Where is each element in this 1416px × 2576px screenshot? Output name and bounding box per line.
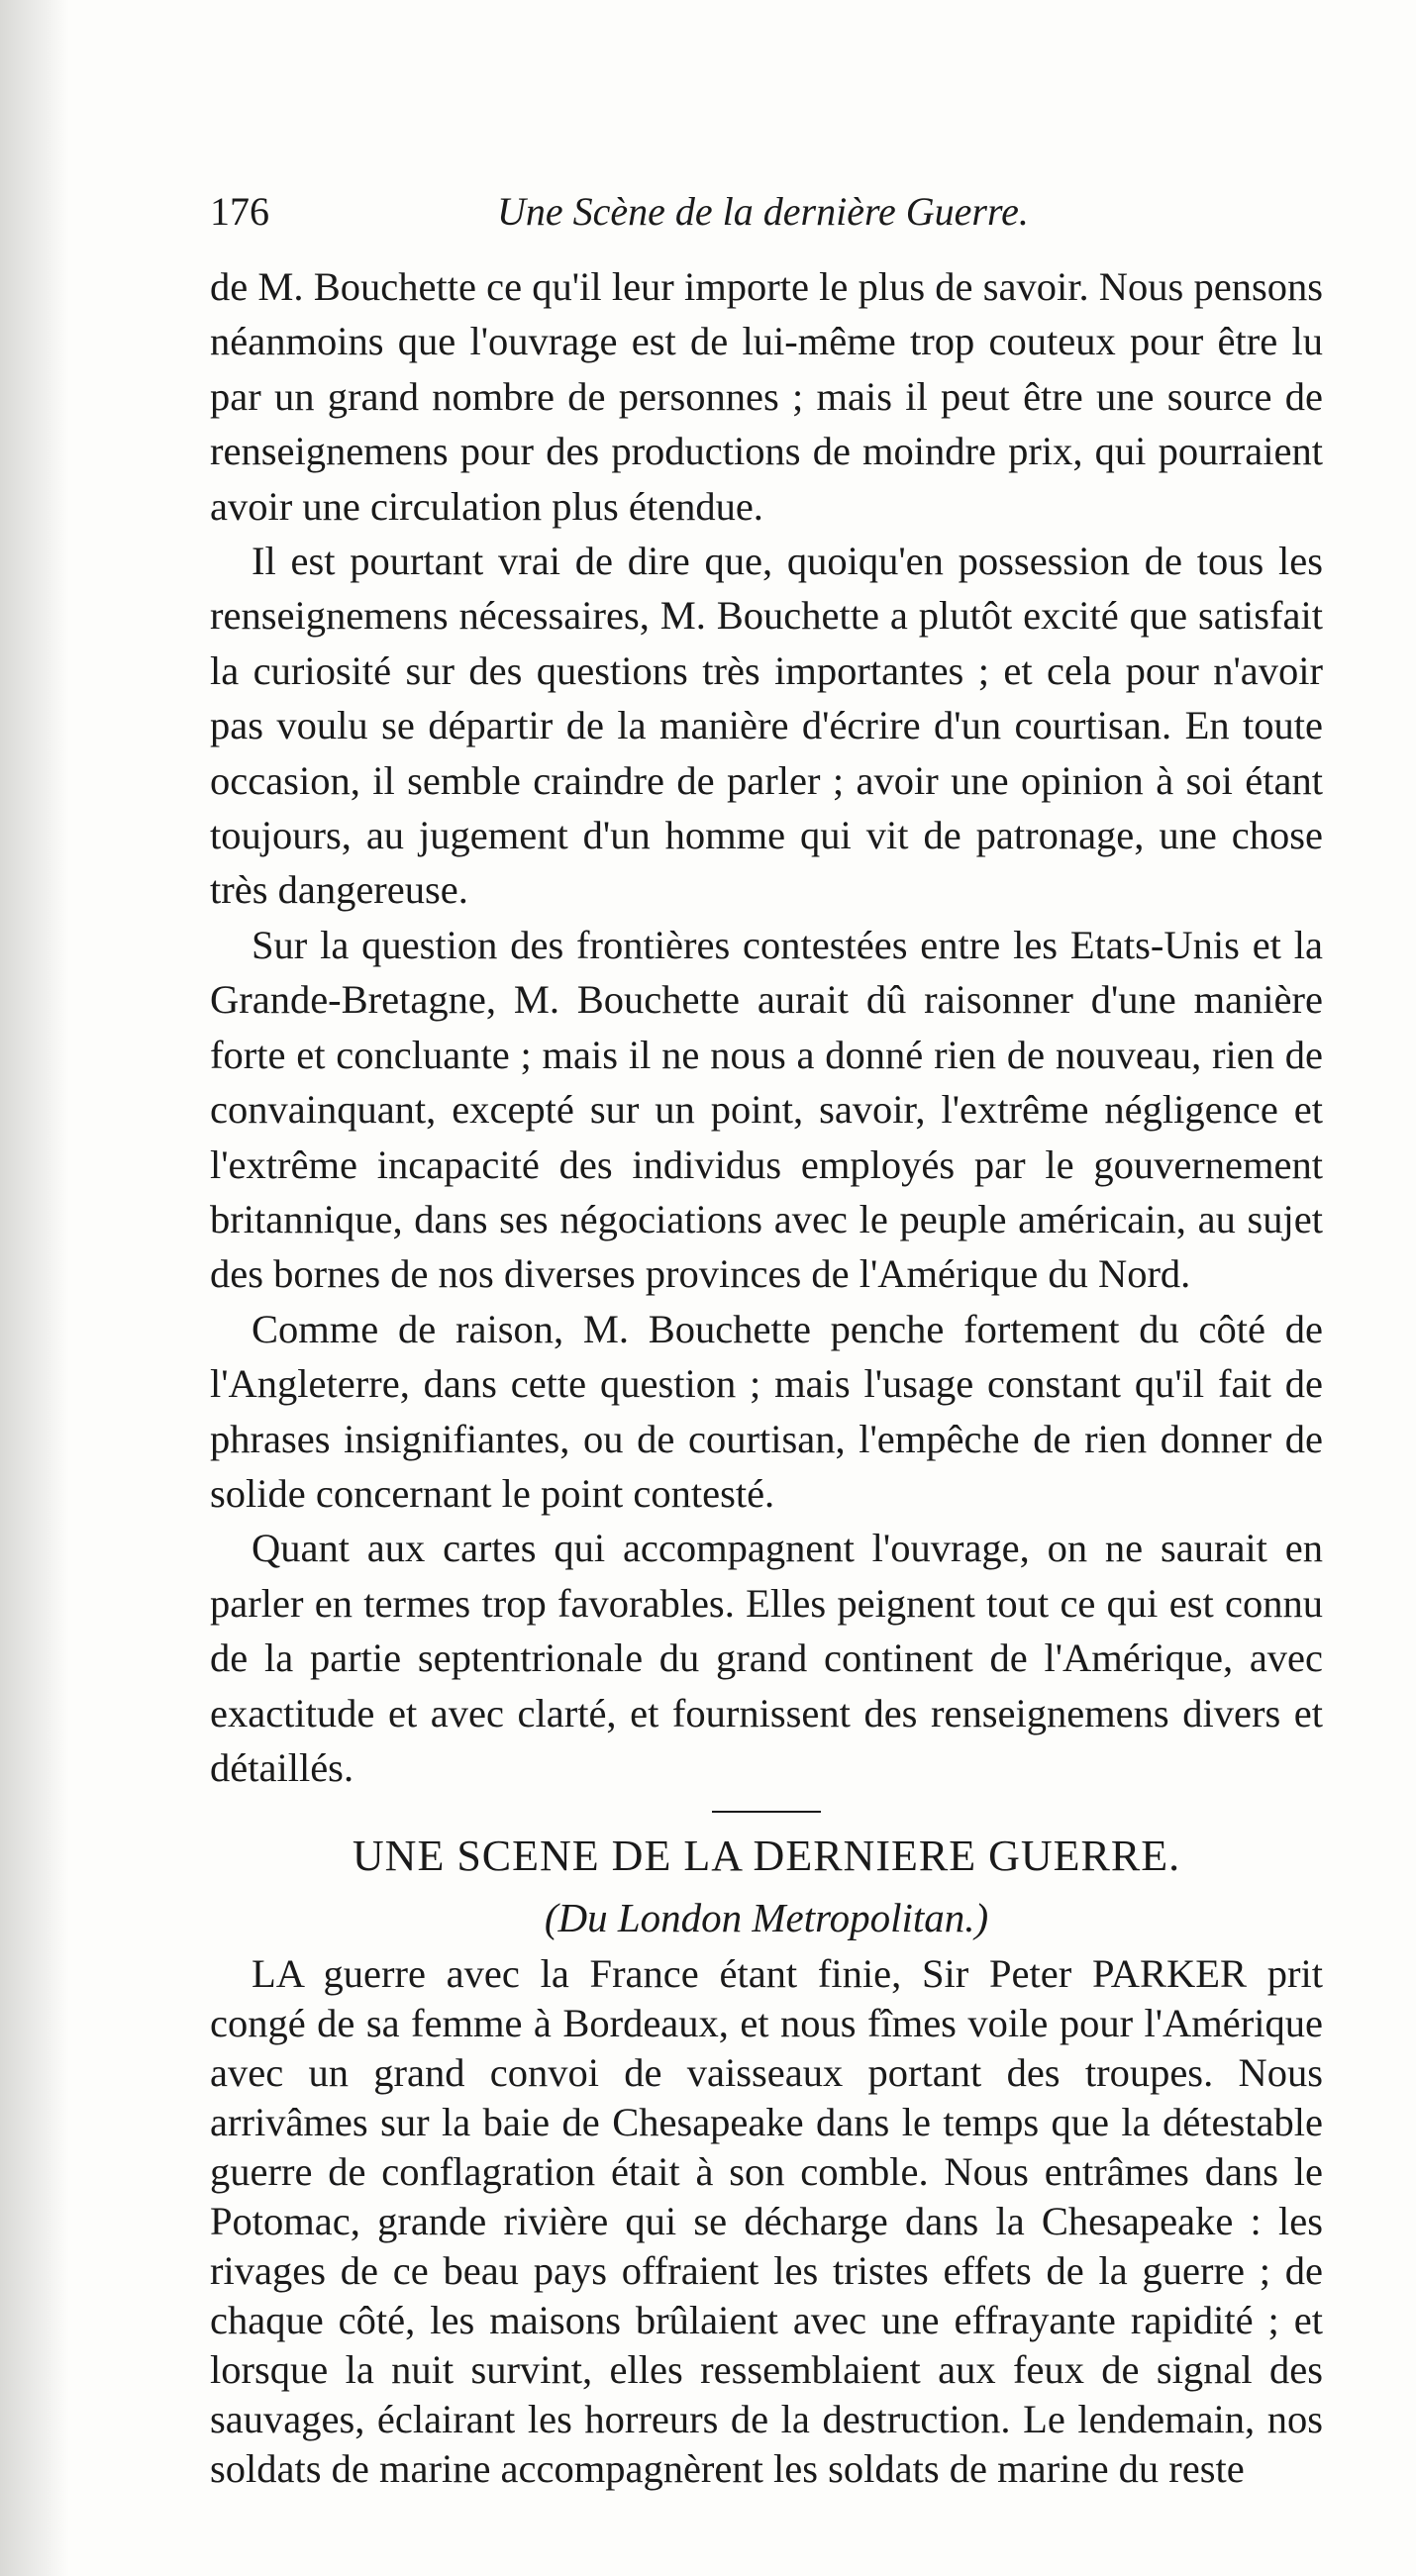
review-paragraph: de M. Bouchette ce qu'il leur importe le plus de savoir. Nous pensons néanmoins que l'ouvrage est de lui-même trop couteux pour être lu par un grand nombre de personnes ; mais il peut être une source de renseignemens pour des productions de moindre prix, qui pourraient avoir une circulation plus étendue. (210, 264, 1323, 529)
section-divider-rule (712, 1811, 821, 1813)
running-title: Une Scène de la dernière Guerre. (497, 189, 1029, 234)
page-number: 176 (210, 189, 269, 234)
page-gutter-shadow (0, 0, 69, 2576)
review-paragraph: Quant aux cartes qui accompagnent l'ouvrage, on ne saurait en parler en termes trop favorables. Elles peignent tout ce qui est connu de la partie septentrionale du grand continent de l'Amérique, avec exactitude et avec clarté, et fournissent des renseignemens divers et détaillés. (210, 1526, 1323, 1790)
section-heading: UNE SCENE DE LA DERNIERE GUERRE. (352, 1832, 1181, 1881)
story-paragraph: LA guerre avec la France étant finie, Sir Peter PARKER prit congé de sa femme à Bordeaux, et nous fîmes voile pour l'Amérique avec un grand convoi de vaisseaux portant des troupes. Nous arrivâmes sur la baie de Chesapeake dans le temps que la détestable guerre de conflagration était à son comble. Nous entrâmes dans le Potomac, grande rivière qui se décharge dans la Chesapeake : les rivages de ce beau pays offraient les tristes effets de la guerre ; de chaque côté, les maisons brûlaient avec une effrayante rapidité ; et lorsque la nuit survint, elles ressemblaient aux feux de signal des sauvages, éclairant les horreurs de la destruction. Le lendemain, nos soldats de marine accompagnèrent les soldats de marine du reste (210, 1951, 1323, 2492)
review-paragraph: Il est pourtant vrai de dire que, quoiqu'en possession de tous les renseignemens nécessaires, M. Bouchette a plutôt excité que satisfait la curiosité sur des questions très importantes ; et cela pour n'avoir pas voulu se départir de la manière d'écrire d'un courtisan. En toute occasion, il semble craindre de parler ; avoir une opinion à soi étant toujours, au jugement d'un homme qui vit de patronage, une chose très dangereuse. (210, 539, 1323, 913)
body-text (210, 259, 1323, 2494)
review-paragraph: Sur la question des frontières contestées entre les Etats-Unis et la Grande-Bretagne, M. Bouchette aurait dû raisonner d'une manière forte et concluante ; mais il ne nous a donné rien de nouveau, rien de convainquant, excepté sur un point, savoir, l'extrême négligence et l'extrême incapacité des individus employés par le gouvernement britannique, dans ses négociations avec le peuple américain, au sujet des bornes de nos diverses provinces de l'Amérique du Nord. (210, 922, 1323, 1297)
page-header (210, 188, 1161, 238)
review-paragraph: Comme de raison, M. Bouchette penche fortement du côté de l'Angleterre, dans cette question ; mais l'usage constant qu'il fait de phrases insignifiantes, ou de courtisan, l'empêche de rien donner de solide concernant le point contesté. (210, 1306, 1323, 1516)
section-source: (Du London Metropolitan.) (544, 1895, 989, 1941)
